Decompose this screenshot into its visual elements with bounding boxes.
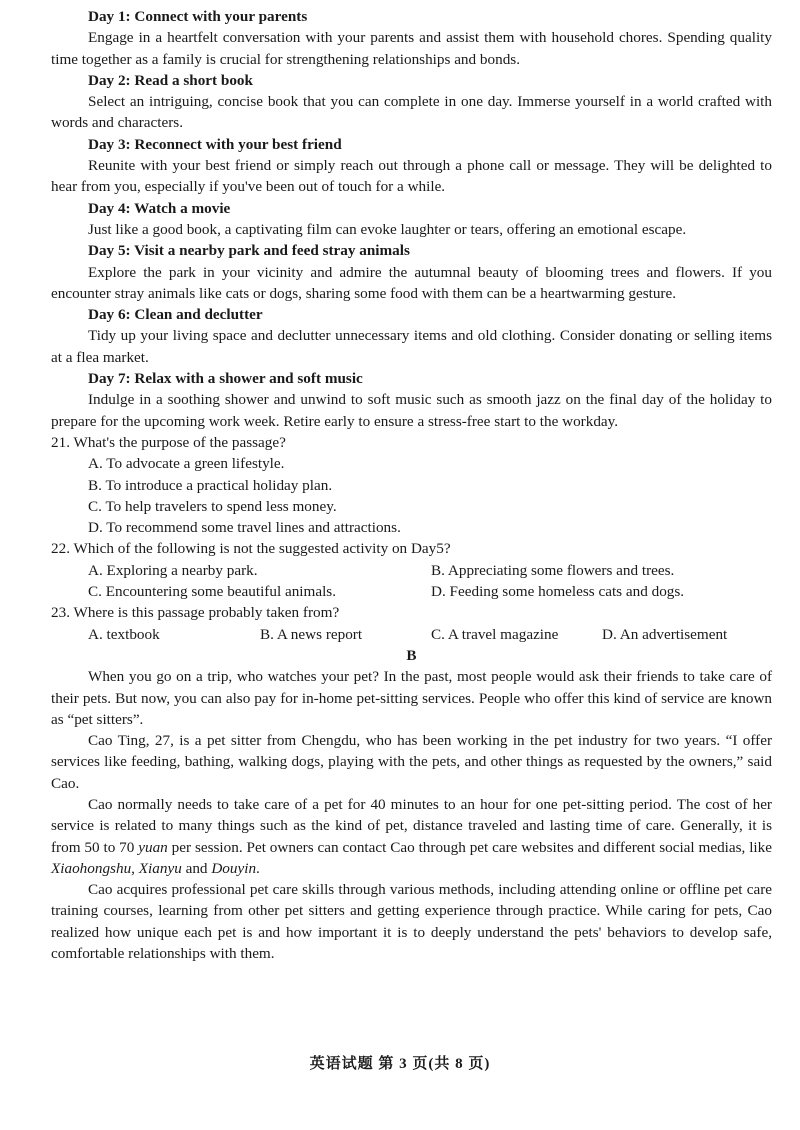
day-2-heading: Day 2: Read a short book	[88, 71, 253, 89]
question-22-option-b: B. Appreciating some flowers and trees.	[431, 561, 675, 579]
question-21-stem: 21. What's the purpose of the passage?	[51, 433, 286, 451]
day-4-heading: Day 4: Watch a movie	[88, 199, 231, 217]
question-23-option-b: B. A news report	[260, 625, 363, 643]
day-6-heading: Day 6: Clean and declutter	[88, 306, 263, 324]
and-separator: and	[181, 859, 212, 877]
question-23-stem: 23. Where is this passage probably taken from?	[51, 604, 340, 622]
section-b-paragraph-1: When you go on a trip, who watches your pet? In the past, most people would ask their friends to take care of their pets. But now, you can also pay for in-home pet-sitting services. People who offer this kind of service are known as “pet sitters”.	[51, 668, 772, 728]
question-21	[51, 432, 772, 538]
day-1-block	[51, 6, 772, 70]
day-3-block	[51, 134, 772, 198]
section-b-title: B	[406, 646, 417, 664]
question-22-stem: 22. Which of the following is not the suggested activity on Day5?	[51, 540, 451, 558]
day-4-block	[51, 198, 772, 241]
day-1-heading: Day 1: Connect with your parents	[88, 8, 308, 25]
day-1-text: Engage in a heartfelt conversation with your parents and assist them with household chores. Spending quality time together as a family is crucial for strengthening relationships and bonds.	[51, 29, 772, 68]
day-3-text: Reunite with your best friend or simply reach out through a phone call or message. They will be delighted to hear from you, especially if you've been out of touch for a while.	[51, 157, 772, 196]
day-7-heading: Day 7: Relax with a shower and soft music	[88, 370, 363, 388]
section-b-paragraph-3	[51, 794, 772, 879]
paragraph-3-part-2: per session. Pet owners can contact Cao through pet care websites and different social medias, like	[167, 838, 772, 856]
question-22-option-c: C. Encountering some beautiful animals.	[88, 583, 337, 601]
section-b-paragraph-4: Cao acquires professional pet care skills through various methods, including attending online or offline pet care training courses, learning from other pet sitters and getting experience through practice. While caring for pets, Cao realized how unique each pet is and how important it is to deeply understand the pets' behaviors to develop safe, comfortable relationships with them.	[51, 881, 772, 963]
question-22	[51, 538, 772, 602]
day-4-text: Just like a good book, a captivating film can evoke laughter or tears, offering an emotional escape.	[88, 220, 687, 238]
question-23-option-a: A. textbook	[88, 625, 160, 643]
yuan-term: yuan	[138, 838, 168, 856]
comma-separator: ,	[131, 859, 139, 877]
question-22-option-a: A. Exploring a nearby park.	[88, 561, 258, 579]
day-2-text: Select an intriguing, concise book that you can complete in one day. Immerse yourself in a world crafted with words and characters.	[51, 93, 772, 132]
day-5-block	[51, 240, 772, 304]
day-5-heading: Day 5: Visit a nearby park and feed stray animals	[88, 242, 410, 260]
question-23	[51, 602, 772, 645]
question-21-option-a: A. To advocate a green lifestyle.	[88, 455, 285, 473]
section-b-paragraph-2: Cao Ting, 27, is a pet sitter from Chengdu, who has been working in the pet industry for two years. “I offer services like feeding, bathing, walking dogs, playing with the pets, and other things as requested by the owners,” said Cao.	[51, 732, 772, 792]
question-23-option-d: D. An advertisement	[602, 625, 728, 643]
question-22-options	[51, 560, 772, 603]
day-6-text: Tidy up your living space and declutter unnecessary items and old clothing. Consider donating or selling items at a flea market.	[51, 327, 772, 366]
day-7-text: Indulge in a soothing shower and unwind to soft music such as smooth jazz on the final day of the holiday to prepare for the upcoming work week. Retire early to ensure a stress-free start to the workday.	[51, 391, 772, 430]
question-21-option-b: B. To introduce a practical holiday plan.	[88, 476, 333, 494]
douyin-term: Douyin	[211, 859, 257, 877]
question-21-option-c: C. To help travelers to spend less money.	[88, 497, 337, 515]
question-22-option-d: D. Feeding some homeless cats and dogs.	[431, 583, 685, 601]
paragraph-3-part-1: Cao normally needs to take care of a pet for 40 minutes to an hour for one pet-sitting period. The cost of her service is related to many things such as the kind of pet, distance traveled and lasting time of care. Generally, it is from 50 to 70	[51, 795, 772, 856]
xiaohongshu-term: Xiaohongshu	[51, 859, 132, 877]
xianyu-term: Xianyu	[138, 859, 182, 877]
day-7-block	[51, 368, 772, 432]
question-23-option-c: C. A travel magazine	[431, 625, 559, 643]
day-5-text: Explore the park in your vicinity and admire the autumnal beauty of blooming trees and flowers. If you encounter stray animals like cats or dogs, sharing some food with them can be a heartwarming gesture.	[51, 263, 772, 302]
page-footer: 英语试题 第 3 页(共 8 页)	[309, 1056, 491, 1072]
question-21-option-d: D. To recommend some travel lines and attractions.	[88, 519, 401, 537]
day-2-block	[51, 70, 772, 134]
paragraph-3-end: .	[256, 859, 260, 877]
day-6-block	[51, 304, 772, 368]
day-3-heading: Day 3: Reconnect with your best friend	[88, 135, 342, 153]
question-23-options	[51, 624, 772, 645]
